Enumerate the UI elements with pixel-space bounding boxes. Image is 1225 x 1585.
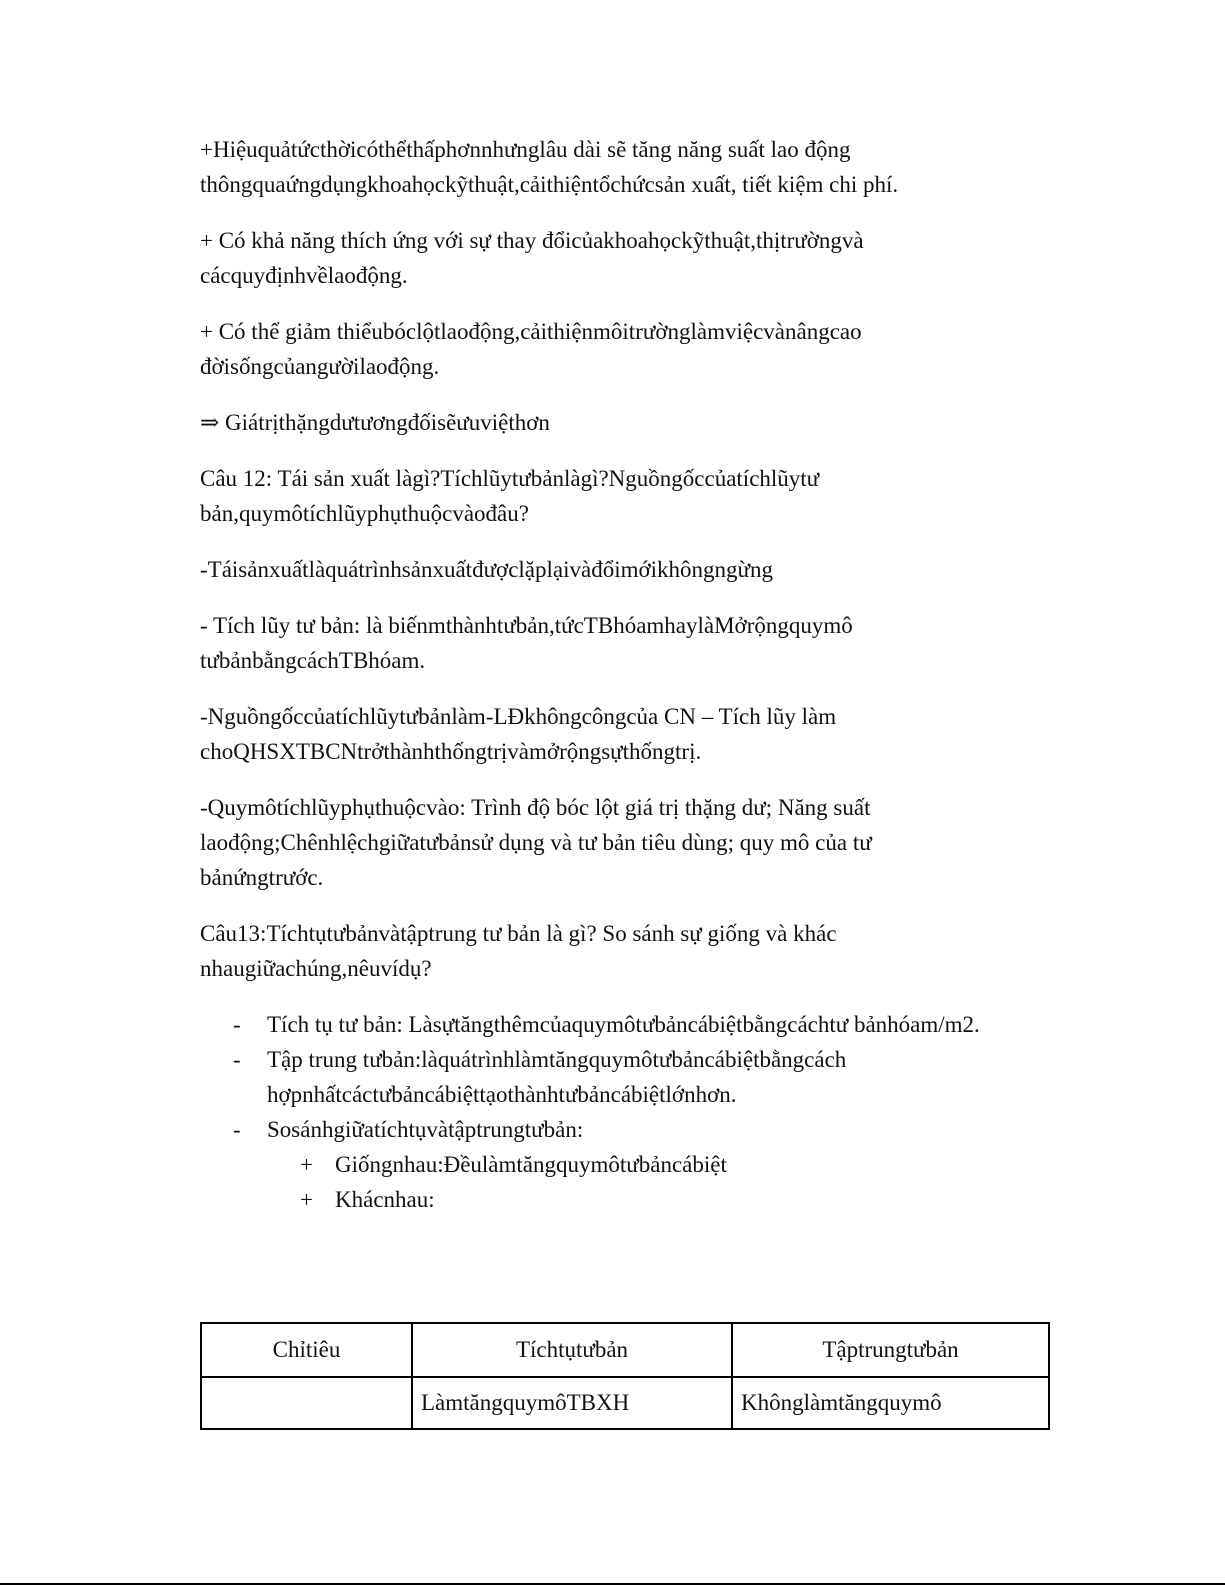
list-item: - Sosánhgiữatíchtụvàtậptrungtưbản:	[200, 1112, 1000, 1147]
question-heading: Câu 12: Tái sản xuất làgì?Tíchlũytưbảnlàgì?Nguồngốccủatíchlũytư bản,quymôtíchlũyphụthuộcvàođâu?	[200, 466, 820, 526]
document-body	[200, 132, 1000, 1235]
sub-list-item: + Khácnhau:	[200, 1182, 1000, 1217]
table-header-cell: Tíchtụtưbản	[412, 1323, 732, 1377]
conclusion-line: ⇒ Giátrịthặngdưtươngđốisẽưuviệthơn	[200, 410, 550, 435]
dash-list	[200, 1007, 1000, 1217]
table-cell: LàmtăngquymôTBXH	[412, 1377, 732, 1429]
paragraph: + Có khả năng thích ứng với sự thay đổicủakhoahọckỹthuật,thịtrườngvà cácquyđịnhvềlaođộng.	[200, 228, 864, 288]
sub-list-item: + Giốngnhau:Đềulàmtăngquymôtưbảncábiệt	[200, 1147, 1000, 1182]
table-cell: Khônglàmtăngquymô	[732, 1377, 1049, 1429]
list-item: - Tích tụ tư bản: Làsựtăngthêmcủaquymôtưbảncábiệtbằngcáchtư bảnhóam/m2.	[200, 1007, 1000, 1042]
table-header-cell: Chỉtiêu	[201, 1323, 412, 1377]
paragraph: + Có thể giảm thiểubóclộtlaođộng,cảithiệnmôitrườnglàmviệcvànângcao đờisốngcủangườilaođộng.	[200, 319, 862, 379]
table-header-cell: Tậptrungtưbản	[732, 1323, 1049, 1377]
table-cell	[201, 1377, 412, 1429]
paragraph: - Tích lũy tư bản: là biếnmthànhtưbản,tứcTBhóamhaylàMởrộngquymô tưbảnbằngcáchTBhóam.	[200, 613, 853, 673]
list-item: - Tập trung tưbản:làquátrìnhlàmtăngquymôtưbảncábiệtbằngcách hợpnhấtcáctưbảncábiệttạothànhtưbảncábiệtlớnhơn.	[200, 1042, 1000, 1112]
paragraph: -Quymôtíchlũyphụthuộcvào: Trình độ bóc lột giá trị thặng dư; Năng suất laođộng;Chênhlệchgiữatưbảnsử dụng và tư bản tiêu dùng; quy mô của tư bảnứngtrước.	[200, 795, 872, 890]
paragraph: -Táisảnxuấtlàquátrìnhsảnxuấtđượclặplạivàđổimớikhôngngừng	[200, 557, 774, 582]
paragraph: -Nguồngốccủatíchlũytưbảnlàm-LĐkhôngcôngcủa CN – Tích lũy làm choQHSXTBCNtrởthànhthốngtrịvàmởrộngsựthốngtrị.	[200, 704, 837, 764]
paragraph: +Hiệuquảtứcthờicóthểthấphơnnhưnglâu dài sẽ tăng năng suất lao động thôngquaứngdụngkhoahọckỹthuật,cảithiệntổchứcsản xuất, tiết kiệm chi phí.	[200, 137, 899, 197]
table-row	[201, 1377, 1049, 1429]
comparison-table	[200, 1322, 1050, 1430]
table-header-row	[201, 1323, 1049, 1377]
question-heading: Câu13:Tíchtụtưbảnvàtậptrung tư bản là gì? So sánh sự giống và khác nhaugiữachúng,nêuvídụ?	[200, 921, 837, 981]
